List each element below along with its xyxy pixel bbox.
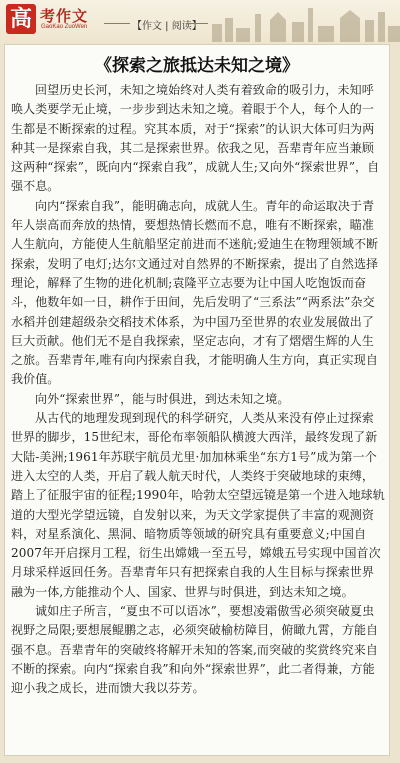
article-card xyxy=(4,44,390,756)
article-title: 《探索之旅抵达未知之境》 xyxy=(95,56,299,76)
brand-name: 考作文 xyxy=(40,7,89,25)
paragraph: 向内“探索自我”，能明确志向，成就人生。青年的命运取决于青年人崇高而奔放的热情，要想热情长燃而不息，唯有不断探索，瞄准人生航向，方能使人生航船坚定前进而不迷航;爱迪生在物理领域不断探索，发明了电灯;达尔文通过对自然界的不断探索，提出了自然选择理论，解释了生物的进化机制;袁隆平立志要为让中国人吃饱饭而奋斗，他数年如一日，耕作于田间，先后发明了“三系法”“两系法”杂交水稻并创建超级杂交稻技术体系，为中国乃至世界的农业发展做出了巨大贡献。他们无不是自我探索，坚定志向，才有了熠熠生辉的人生之旅。吾辈青年,唯有向内探索自我，才能明确人生方向，真正实现自我价值。 xyxy=(11,198,379,387)
section-tag: 【作文 | 阅读】 xyxy=(132,21,202,32)
skyline-illustration xyxy=(200,0,400,42)
header xyxy=(0,0,400,42)
paragraph: 从古代的地理发现到现代的科学研究，人类从来没有停止过探索世界的脚步，15世纪末，哥伦布率领船队横渡大西洋，最终发现了新大陆-美洲;1961年苏联宇航员尤里·加加林乘坐“东方1号”成为第一个进入太空的人类，开启了载人航天时代，人类终于突破地球的束缚，踏上了征服宇宙的征程;1990年，哈勃太空望远镜是第一个进入地球轨道的大型光学望远镜，自发射以来，为天文学家提供了丰富的观测资料，对星系演化、黑洞、暗物质等领域的研究具有重要意义;中国自2007年开启探月工程，衍生出嫦娥一至五号，嫦娥五号实现中国首次月球采样返回任务。吾辈青年只有把探索自我的人生目标与探索世界融为一体,方能推动个人、国家、世界与时俱进，到达未知之境。 xyxy=(11,411,385,599)
logo-mark: 高 xyxy=(6,4,36,34)
paragraph: 诚如庄子所言，“夏虫不可以语冰”，要想凌霜傲雪必须突破夏虫视野之局限;要想展鲲鹏之志，必须突破榆枋障目，俯瞰九霄，方能自强不息。吾辈青年的突破终将解开未知的答案,而突破的奖赏终究来自不断的探索。向内“探索自我”和向外“探索世界”，此二者得兼，方能迎小我之成长，进而馈大我以芬芳。 xyxy=(11,604,379,696)
divider-left xyxy=(104,23,130,24)
paragraph: 向外“探索世界”，能与时俱进，到达未知之境。 xyxy=(35,391,290,406)
article-body xyxy=(11,81,385,699)
page-edge xyxy=(390,44,400,763)
paragraph: 回望历史长河，未知之境始终对人类有着致命的吸引力，未知呼唤人类要学无止境，一步步到达未知之境。着眼于个人，每个人的一生都是不断探索的过程。究其本质，对于“探索”的认识大体可归为两种其一是探索自我，其二是探索世界。依我之见，吾辈青年应当兼顾这两种“探索”，既向内“探索自我”，成就人生;又向外“探索世界”，自强不息。 xyxy=(11,83,380,194)
brand-subtitle: GaoKao ZuoWen xyxy=(41,24,88,30)
